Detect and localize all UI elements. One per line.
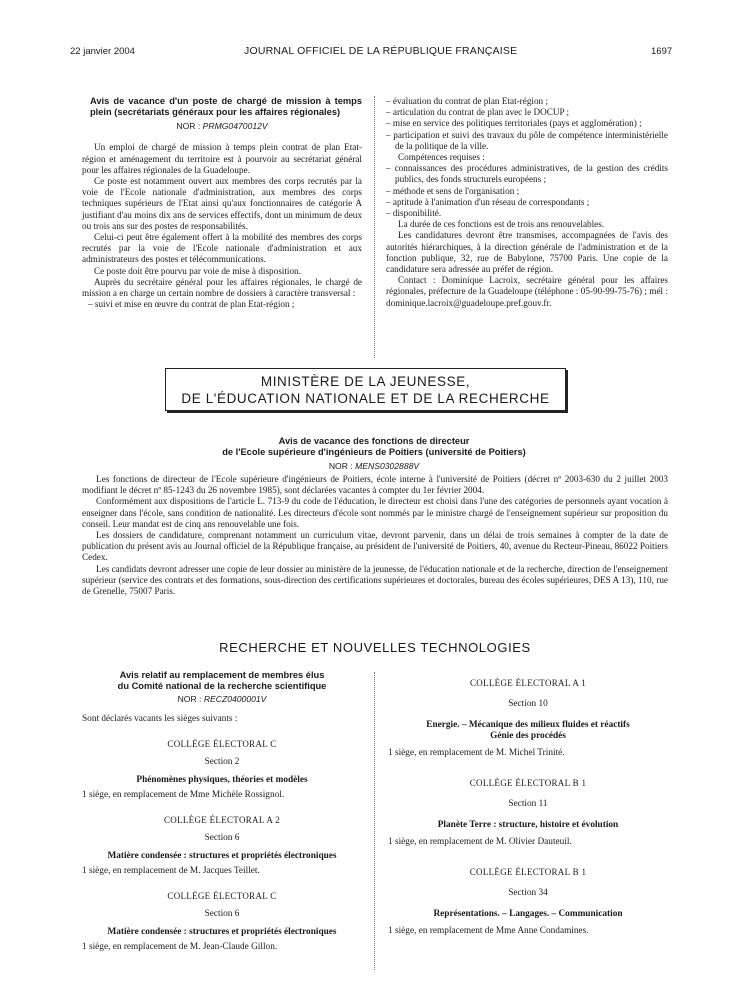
paragraph: Les fonctions de directeur de l'Ecole supérieure d'ingénieurs de Poitiers, école interne à l'université de Poitiers (décret nº 2003-630 du 2 juillet 2003 modifiant le décret nº 85-1243 du 26 novembre 1985), sont déclarées vacantes à compter du 1er février 2004.: [82, 474, 668, 496]
competence-item: – disponibilité.: [386, 208, 442, 219]
mission-item: – articulation du contrat de plan avec le DOCUP ;: [386, 107, 570, 118]
paragraph: Contact : Dominique Lacroix, secrétaire général pour les affaires régionales, préfecture de la Guadeloupe (téléphone : 05-90-99-75-76) ; mél : dominique.lacroix@guadeloupe.pref.gouv.fr.: [386, 275, 668, 308]
recherche-right-column: [388, 678, 668, 936]
avis2-title: [150, 436, 598, 457]
seat-text: 1 siège, en remplacement de Mme Anne Condamines.: [388, 926, 589, 936]
discipline-label: Phénomènes physiques, théories et modèles: [136, 775, 308, 786]
paragraph: La durée de ces fonctions est de trois ans renouvelables.: [398, 219, 605, 230]
avis2-title-line1: Avis de vacance des fonctions de directeur: [278, 436, 470, 446]
recherche-left-column: [82, 670, 362, 952]
seat-text: 1 siège, en remplacement de M. Michel Trinité.: [388, 748, 565, 758]
seat-text: 1 siège, en remplacement de M. Olivier Dauteuil.: [388, 837, 572, 847]
discipline-label: Matière condensée : structures et propriétés électroniques: [107, 851, 337, 862]
page-number: 1697: [651, 46, 673, 57]
avis1-title: Avis de vacance d'un poste de chargé de mission à temps plein (secrétariats généraux pour les affaires régionales): [90, 96, 362, 117]
mission-item: – participation et suivi des travaux du pôle de compétence interministérielle de la politique de la ville.: [386, 129, 668, 151]
paragraph: Auprès du secrétaire général pour les affaires régionales, le chargé de mission a en charge un certain nombre de dossiers à caractère transversal :: [82, 276, 362, 299]
college-label: COLLÈGE ÉLECTORAL A 2: [163, 815, 281, 826]
ministry-line2: DE L'ÉDUCATION NATIONALE ET DE LA RECHERCHE: [181, 391, 550, 406]
seat-text: 1 siège, en remplacement de M. Jean-Claude Gillon.: [82, 942, 278, 953]
header-date: 22 janvier 2004: [70, 46, 135, 57]
section-heading: RECHERCHE ET NOUVELLES TECHNOLOGIES: [219, 640, 531, 655]
college-label: COLLÈGE ÉLECTORAL C: [167, 891, 277, 902]
competence-item: – méthode et sens de l'organisation ;: [386, 185, 520, 196]
ministry-box: [165, 368, 566, 411]
section-label: Section 6: [204, 833, 240, 844]
discipline-label: Planète Terre : structure, histoire et évolution: [437, 820, 619, 830]
mission-item: – suivi et mise en œuvre du contrat de plan Etat-région ;: [88, 299, 295, 310]
recherche-title-line1: Avis relatif au remplacement de membres élus: [119, 670, 325, 680]
nor-code: MENS0302888V: [355, 461, 420, 471]
section-label: Section 6: [204, 909, 240, 920]
avis2-title-line2: de l'Ecole supérieure d'ingénieurs de Poitiers (université de Poitiers): [222, 446, 526, 457]
college-label: COLLÈGE ÉLECTORAL C: [167, 739, 277, 750]
recherche-intro: Sont déclarés vacants les sièges suivants :: [82, 714, 238, 725]
college-label: COLLÈGE ÉLECTORAL B 1: [469, 778, 587, 788]
recherche-title-line2: du Comité national de la recherche scientifique: [117, 680, 327, 691]
college-label: COLLÈGE ÉLECTORAL B 1: [469, 867, 587, 877]
avis2-nor: [150, 461, 598, 471]
paragraph: Un emploi de chargé de mission à temps plein contrat de plan Etat-région et aménagement du territoire est à pourvoir au secrétariat général pour les affaires régionales de la Guadeloupe.: [82, 142, 362, 175]
discipline-line2: Génie des procédés: [490, 731, 566, 741]
paragraph: Celui-ci peut être également offert à la mobilité des membres des corps recrutés par la voie de l'Ecole nationale d'administration et aux administrateurs des postes et télécommunications.: [82, 232, 362, 265]
nor-label: NOR :: [328, 461, 356, 471]
paragraph: Ce poste doit être pourvu par voie de mise à disposition.: [94, 265, 301, 276]
nor-label: NOR :: [177, 694, 204, 705]
column-divider: [374, 96, 375, 358]
nor-code: RECZ0400001V: [203, 694, 267, 705]
paragraph: Les dossiers de candidature, comprenant notamment un curriculum vitae, devront parvenir, dans un délai de trois semaines à compter de la date de publication du présent avis au Journal officiel de la République française, au président de l'université de Poitiers, 40, avenue du Recteur-Pineau, 86022 Poitiers Cedex.: [82, 530, 668, 563]
competence-item: – connaissances des procédures administratives, de la gestion des crédits publics, des fonds structurels européens ;: [386, 163, 668, 185]
recherche-nor: [82, 694, 362, 704]
seat-text: 1 siège, en remplacement de Mme Michèle Rossignol.: [82, 790, 285, 801]
paragraph: Les candidats devront adresser une copie de leur dossier au ministère de la jeunesse, de l'éducation nationale et de la recherche, direction de l'enseignement supérieur (service des contrats et des formations, sous-direction des certifications supérieures et doctorales, bureau des écoles supérieures, DES A 13), 110, rue de Grenelle, 75007 Paris.: [82, 563, 668, 597]
avis1-nor: [82, 121, 362, 132]
section-label: Section 10: [508, 699, 548, 709]
avis1-left-column: [82, 96, 362, 310]
avis1-right-column: [386, 96, 668, 309]
recherche-title: [82, 670, 362, 691]
section-label: Section 11: [508, 799, 548, 809]
seat-text: 1 siège, en remplacement de M. Jacques Teillet.: [82, 866, 260, 877]
mission-item: – mise en service des politiques territoriales (pays et agglomération) ;: [386, 118, 642, 129]
competence-item: – aptitude à l'animation d'un réseau de correspondants ;: [386, 196, 590, 207]
section-label: Section 2: [204, 757, 240, 768]
paragraph: Les candidatures devront être transmises, accompagnées de l'avis des autorités hiérarchiques, à la direction générale de l'administration et de la fonction publique, 32, rue de Babylone, 75700 Paris. Une copie de la candidature sera adressée au préfet de région.: [386, 230, 668, 275]
discipline-line1: Energie. – Mécanique des milieux fluides et réactifs: [426, 720, 630, 730]
discipline-label: Représentations. – Langages. – Communication: [433, 909, 623, 919]
college-label: COLLÈGE ÉLECTORAL A 1: [469, 678, 587, 688]
section-label: Section 34: [508, 888, 548, 898]
nor-code: PRMG0470012V: [202, 121, 268, 132]
avis2-body: [82, 474, 668, 597]
competences-label: Compétences requises :: [398, 152, 485, 163]
nor-label: NOR :: [176, 121, 203, 132]
discipline-label: [388, 720, 668, 742]
paragraph: Conformément aux dispositions de l'article L. 713-9 du code de l'éducation, le directeur est choisi dans l'une des catégories de personnels ayant vocation à enseigner dans l'école, sans condition de nationalité. Les directeurs d'école sont nommés par le ministre chargé de l'enseignement supérieur sur proposition du conseil. Leur mandat est de cinq ans renouvelable une fois.: [82, 496, 668, 529]
ministry-line1: MINISTÈRE DE LA JEUNESSE,: [260, 374, 471, 389]
column-divider: [374, 672, 375, 970]
journal-title: JOURNAL OFFICIEL DE LA RÉPUBLIQUE FRANÇAISE: [244, 45, 518, 57]
mission-item: – évaluation du contrat de plan Etat-région ;: [386, 96, 549, 106]
discipline-label: Matière condensée : structures et propriétés électroniques: [107, 927, 337, 938]
paragraph: Ce poste est notamment ouvert aux membres des corps recrutés par la voie de l'Ecole nationale d'administration, aux membres des corps techniques supérieurs de l'Etat ainsi qu'aux fonctionnaires de catégorie A justifiant d'au moins dix ans de services effectifs, dont un minimum de deux ou trois ans sur des postes de responsabilités.: [82, 176, 362, 231]
